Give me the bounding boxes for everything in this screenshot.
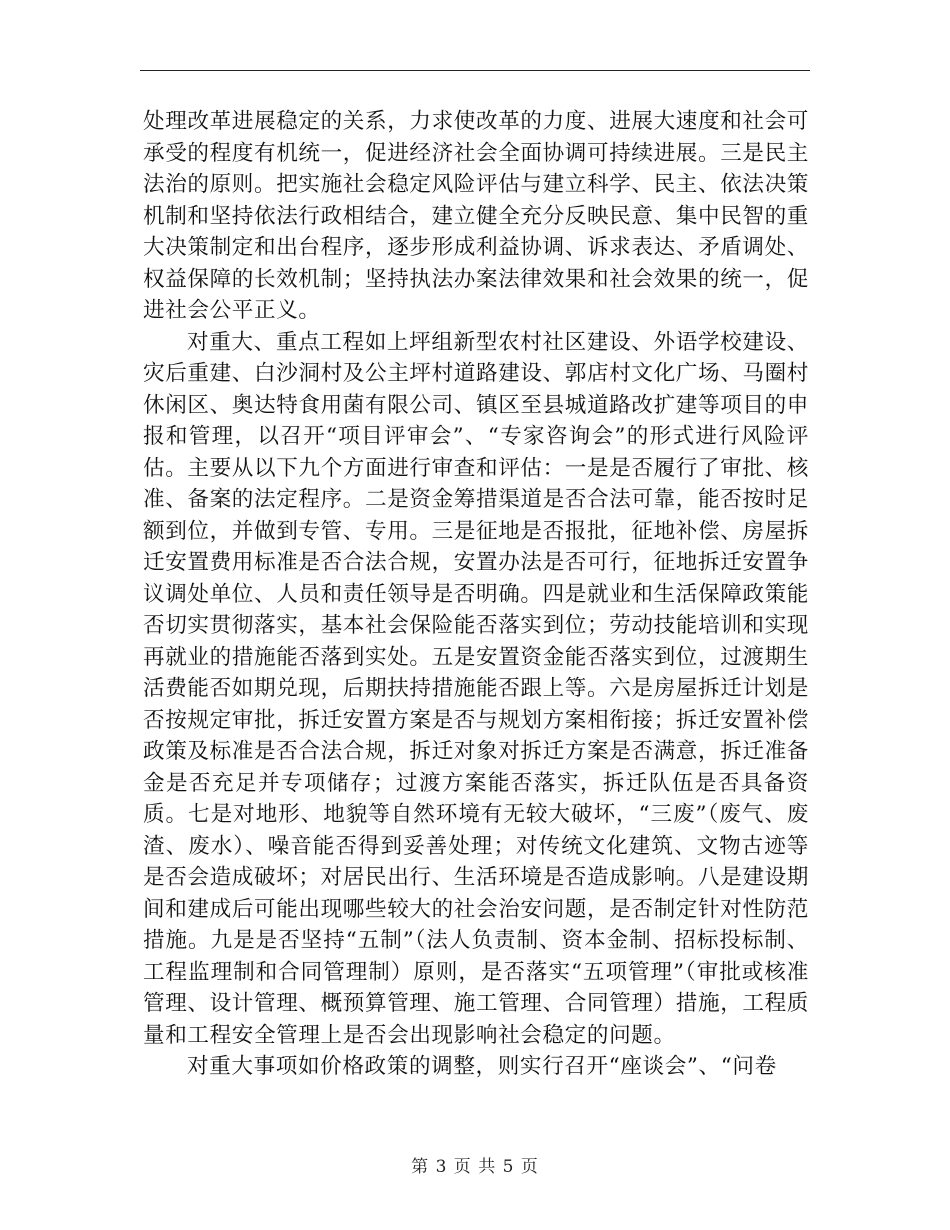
paragraph-1: 处理改革进展稳定的关系，力求使改革的力度、进展大速度和社会可承受的程度有机统一，促进经济社会全面协调可持续进展。三是民主法治的原则。把实施社会稳定风险评估与建立科学、民主、依法决策机制和坚持依法行政相结合，建立健全充分反映民意、集中民智的重大决策制定和出台程序，逐步形成利益协调、诉求表达、矛盾调处、权益保障的长效机制；坚持执法办案法律效果和社会效果的统一，促进社会公平正义。 xyxy=(143,109,809,323)
paragraph-2: 对重大、重点工程如上坪组新型农村社区建设、外语学校建设、灾后重建、白沙洞村及公主坪村道路建设、郭店村文化广场、马圈村休闲区、奥达特食用菌有限公司、镇区至县城道路改扩建等项目的申报和管理，以召开“项目评审会”、“专家咨询会”的形式进行风险评估。主要从以下九个方面进行审查和评估：一是是否履行了审批、核准、备案的法定程序。二是资金筹措渠道是否合法可靠，能否按时足额到位，并做到专管、专用。三是征地是否报批，征地补偿、房屋拆迁安置费用标准是否合法合规，安置办法是否可行，征地拆迁安置争议调处单位、人员和责任领导是否明确。四是就业和生活保障政策能否切实贯彻落实，基本社会保险能否落实到位；劳动技能培训和实现再就业的措施能否落到实处。五是安置资金能否落实到位，过渡期生活费能否如期兑现，后期扶持措施能否跟上等。六是房屋拆迁计划是否按规定审批，拆迁安置方案是否与规划方案相衔接；拆迁安置补偿政策及标准是否合法合规，拆迁对象对拆迁方案是否满意，拆迁准备金是否充足并专项储存；过渡方案能否落实，拆迁队伍是否具备资质。七是对地形、地貌等自然环境有无较大破坏，“三废”（废气、废渣、废水）、噪音能否得到妥善处理；对传统文化建筑、文物古迹等是否会造成破坏；对居民出行、生活环境是否造成影响。八是建设期间和建成后可能出现哪些较大的社会治安问题，是否制定针对性防范措施。九是是否坚持“五制”（法人负责制、资本金制、招标投标制、工程监理制和合同管理制）原则，是否落实“五项管理”（审批或核准管理、设计管理、概预算管理、施工管理、合同管理）措施，工程质量和工程安全管理上是否会出现影响社会稳定的问题。 xyxy=(143,329,809,1048)
paragraph-3: 对重大事项如价格政策的调整，则实行召开“座谈会”、“问卷 xyxy=(187,1054,777,1079)
document-body xyxy=(143,106,809,1083)
page-number-footer: 第 3 页 共 5 页 xyxy=(411,1157,539,1177)
header-rule xyxy=(140,70,810,71)
